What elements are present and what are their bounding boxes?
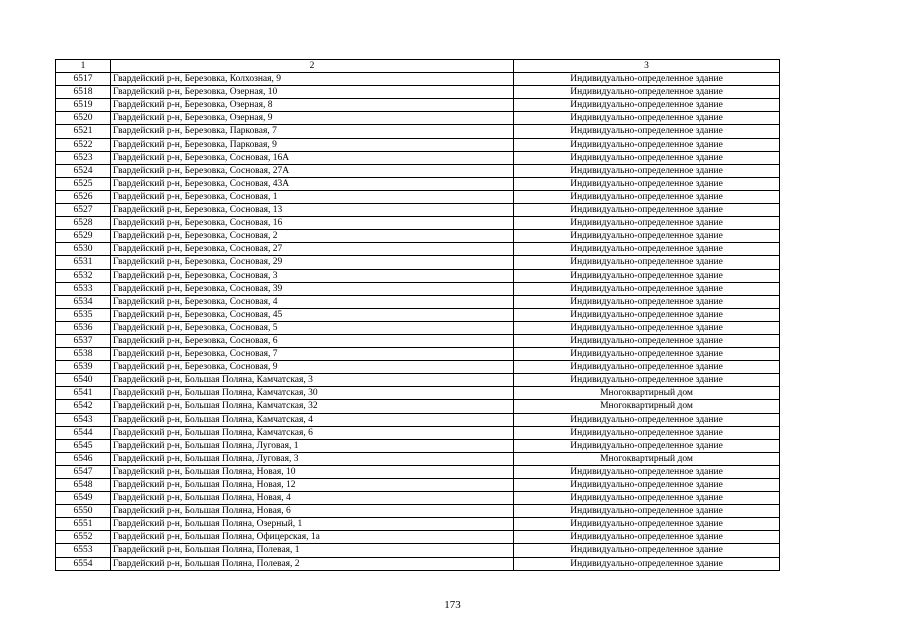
table-row xyxy=(56,400,780,413)
row-number-cell: 6530 xyxy=(56,243,111,256)
row-number-cell: 6519 xyxy=(56,99,111,112)
building-type-cell: Индивидуально-определенное здание xyxy=(514,321,780,334)
row-number-cell: 6550 xyxy=(56,505,111,518)
address-cell: Гвардейский р-н, Березовка, Сосновая, 45 xyxy=(111,308,514,321)
row-number-cell: 6539 xyxy=(56,361,111,374)
building-type-cell: Индивидуально-определенное здание xyxy=(514,492,780,505)
table-row xyxy=(56,492,780,505)
table-row xyxy=(56,151,780,164)
row-number-cell: 6528 xyxy=(56,217,111,230)
table-row xyxy=(56,387,780,400)
address-cell: Гвардейский р-н, Березовка, Сосновая, 2 xyxy=(111,230,514,243)
building-type-cell: Индивидуально-определенное здание xyxy=(514,308,780,321)
table-row xyxy=(56,413,780,426)
building-type-cell: Индивидуально-определенное здание xyxy=(514,99,780,112)
building-type-cell: Многоквартирный дом xyxy=(514,400,780,413)
row-number-cell: 6532 xyxy=(56,269,111,282)
address-cell: Гвардейский р-н, Березовка, Сосновая, 43А xyxy=(111,177,514,190)
row-number-cell: 6531 xyxy=(56,256,111,269)
row-number-cell: 6522 xyxy=(56,138,111,151)
address-cell: Гвардейский р-н, Березовка, Сосновая, 39 xyxy=(111,282,514,295)
row-number-cell: 6538 xyxy=(56,348,111,361)
table-row xyxy=(56,243,780,256)
address-cell: Гвардейский р-н, Большая Поляна, Офицерская, 1а xyxy=(111,531,514,544)
table-row xyxy=(56,531,780,544)
building-type-cell: Индивидуально-определенное здание xyxy=(514,557,780,570)
address-cell: Гвардейский р-н, Березовка, Сосновая, 6 xyxy=(111,334,514,347)
building-type-cell: Индивидуально-определенное здание xyxy=(514,374,780,387)
column-header: 3 xyxy=(514,60,780,73)
building-type-cell: Многоквартирный дом xyxy=(514,452,780,465)
building-type-cell: Индивидуально-определенное здание xyxy=(514,190,780,203)
building-type-cell: Индивидуально-определенное здание xyxy=(514,138,780,151)
table-row xyxy=(56,334,780,347)
table-row xyxy=(56,479,780,492)
address-cell: Гвардейский р-н, Березовка, Сосновая, 4 xyxy=(111,295,514,308)
registry-table-body xyxy=(56,60,780,571)
table-row xyxy=(56,374,780,387)
row-number-cell: 6543 xyxy=(56,413,111,426)
row-number-cell: 6552 xyxy=(56,531,111,544)
address-cell: Гвардейский р-н, Березовка, Сосновая, 3 xyxy=(111,269,514,282)
building-type-cell: Индивидуально-определенное здание xyxy=(514,426,780,439)
address-cell: Гвардейский р-н, Березовка, Озерная, 9 xyxy=(111,112,514,125)
table-row xyxy=(56,138,780,151)
table-row xyxy=(56,204,780,217)
address-cell: Гвардейский р-н, Большая Поляна, Озерный, 1 xyxy=(111,518,514,531)
table-row xyxy=(56,295,780,308)
address-cell: Гвардейский р-н, Березовка, Парковая, 9 xyxy=(111,138,514,151)
table-row xyxy=(56,452,780,465)
table-row xyxy=(56,518,780,531)
address-cell: Гвардейский р-н, Березовка, Озерная, 8 xyxy=(111,99,514,112)
address-cell: Гвардейский р-н, Большая Поляна, Новая, 4 xyxy=(111,492,514,505)
registry-table xyxy=(55,59,780,571)
building-type-cell: Индивидуально-определенное здание xyxy=(514,479,780,492)
building-type-cell: Индивидуально-определенное здание xyxy=(514,86,780,99)
row-number-cell: 6553 xyxy=(56,544,111,557)
building-type-cell: Индивидуально-определенное здание xyxy=(514,413,780,426)
address-cell: Гвардейский р-н, Большая Поляна, Луговая, 3 xyxy=(111,452,514,465)
building-type-cell: Индивидуально-определенное здание xyxy=(514,282,780,295)
building-type-cell: Индивидуально-определенное здание xyxy=(514,73,780,86)
table-header-row xyxy=(56,60,780,73)
building-type-cell: Индивидуально-определенное здание xyxy=(514,256,780,269)
row-number-cell: 6518 xyxy=(56,86,111,99)
address-cell: Гвардейский р-н, Большая Поляна, Камчатская, 6 xyxy=(111,426,514,439)
table-row xyxy=(56,544,780,557)
address-cell: Гвардейский р-н, Березовка, Сосновая, 16 xyxy=(111,217,514,230)
address-cell: Гвардейский р-н, Большая Поляна, Луговая, 1 xyxy=(111,439,514,452)
address-cell: Гвардейский р-н, Большая Поляна, Камчатская, 32 xyxy=(111,400,514,413)
column-header: 1 xyxy=(56,60,111,73)
building-type-cell: Индивидуально-определенное здание xyxy=(514,125,780,138)
table-row xyxy=(56,361,780,374)
row-number-cell: 6537 xyxy=(56,334,111,347)
address-cell: Гвардейский р-н, Березовка, Парковая, 7 xyxy=(111,125,514,138)
row-number-cell: 6541 xyxy=(56,387,111,400)
building-type-cell: Индивидуально-определенное здание xyxy=(514,465,780,478)
address-cell: Гвардейский р-н, Березовка, Сосновая, 27А xyxy=(111,164,514,177)
building-type-cell: Индивидуально-определенное здание xyxy=(514,217,780,230)
address-cell: Гвардейский р-н, Большая Поляна, Камчатская, 30 xyxy=(111,387,514,400)
row-number-cell: 6517 xyxy=(56,73,111,86)
row-number-cell: 6540 xyxy=(56,374,111,387)
address-cell: Гвардейский р-н, Большая Поляна, Новая, 6 xyxy=(111,505,514,518)
table-row xyxy=(56,426,780,439)
table-row xyxy=(56,99,780,112)
row-number-cell: 6548 xyxy=(56,479,111,492)
table-row xyxy=(56,282,780,295)
building-type-cell: Индивидуально-определенное здание xyxy=(514,269,780,282)
row-number-cell: 6526 xyxy=(56,190,111,203)
building-type-cell: Индивидуально-определенное здание xyxy=(514,112,780,125)
building-type-cell: Индивидуально-определенное здание xyxy=(514,295,780,308)
row-number-cell: 6542 xyxy=(56,400,111,413)
row-number-cell: 6533 xyxy=(56,282,111,295)
building-type-cell: Индивидуально-определенное здание xyxy=(514,204,780,217)
row-number-cell: 6546 xyxy=(56,452,111,465)
building-type-cell: Индивидуально-определенное здание xyxy=(514,348,780,361)
address-cell: Гвардейский р-н, Березовка, Сосновая, 29 xyxy=(111,256,514,269)
row-number-cell: 6534 xyxy=(56,295,111,308)
address-cell: Гвардейский р-н, Березовка, Сосновая, 5 xyxy=(111,321,514,334)
address-cell: Гвардейский р-н, Березовка, Сосновая, 1 xyxy=(111,190,514,203)
table-row xyxy=(56,112,780,125)
row-number-cell: 6551 xyxy=(56,518,111,531)
table-row xyxy=(56,125,780,138)
row-number-cell: 6554 xyxy=(56,557,111,570)
table-row xyxy=(56,439,780,452)
address-cell: Гвардейский р-н, Большая Поляна, Камчатская, 4 xyxy=(111,413,514,426)
table-row xyxy=(56,308,780,321)
table-row xyxy=(56,217,780,230)
building-type-cell: Индивидуально-определенное здание xyxy=(514,518,780,531)
table-row xyxy=(56,269,780,282)
building-type-cell: Индивидуально-определенное здание xyxy=(514,230,780,243)
table-row xyxy=(56,177,780,190)
address-cell: Гвардейский р-н, Березовка, Озерная, 10 xyxy=(111,86,514,99)
row-number-cell: 6527 xyxy=(56,204,111,217)
address-cell: Гвардейский р-н, Большая Поляна, Полевая, 1 xyxy=(111,544,514,557)
table-row xyxy=(56,465,780,478)
address-cell: Гвардейский р-н, Березовка, Колхозная, 9 xyxy=(111,73,514,86)
building-type-cell: Индивидуально-определенное здание xyxy=(514,151,780,164)
building-type-cell: Индивидуально-определенное здание xyxy=(514,164,780,177)
building-type-cell: Индивидуально-определенное здание xyxy=(514,243,780,256)
table-row xyxy=(56,190,780,203)
building-type-cell: Индивидуально-определенное здание xyxy=(514,544,780,557)
address-cell: Гвардейский р-н, Березовка, Сосновая, 16А xyxy=(111,151,514,164)
row-number-cell: 6544 xyxy=(56,426,111,439)
row-number-cell: 6521 xyxy=(56,125,111,138)
address-cell: Гвардейский р-н, Большая Поляна, Новая, 10 xyxy=(111,465,514,478)
building-type-cell: Индивидуально-определенное здание xyxy=(514,361,780,374)
table-row xyxy=(56,230,780,243)
address-cell: Гвардейский р-н, Большая Поляна, Полевая, 2 xyxy=(111,557,514,570)
row-number-cell: 6525 xyxy=(56,177,111,190)
row-number-cell: 6545 xyxy=(56,439,111,452)
table-row xyxy=(56,164,780,177)
table-row xyxy=(56,557,780,570)
table-row xyxy=(56,321,780,334)
column-header: 2 xyxy=(111,60,514,73)
table-row xyxy=(56,73,780,86)
address-cell: Гвардейский р-н, Большая Поляна, Новая, 12 xyxy=(111,479,514,492)
row-number-cell: 6523 xyxy=(56,151,111,164)
building-type-cell: Индивидуально-определенное здание xyxy=(514,177,780,190)
row-number-cell: 6520 xyxy=(56,112,111,125)
address-cell: Гвардейский р-н, Березовка, Сосновая, 9 xyxy=(111,361,514,374)
row-number-cell: 6547 xyxy=(56,465,111,478)
address-cell: Гвардейский р-н, Березовка, Сосновая, 13 xyxy=(111,204,514,217)
building-type-cell: Индивидуально-определенное здание xyxy=(514,439,780,452)
address-cell: Гвардейский р-н, Березовка, Сосновая, 7 xyxy=(111,348,514,361)
building-type-cell: Многоквартирный дом xyxy=(514,387,780,400)
building-type-cell: Индивидуально-определенное здание xyxy=(514,531,780,544)
building-type-cell: Индивидуально-определенное здание xyxy=(514,334,780,347)
table-row xyxy=(56,348,780,361)
row-number-cell: 6536 xyxy=(56,321,111,334)
table-row xyxy=(56,505,780,518)
page-number: 173 xyxy=(444,599,461,611)
address-cell: Гвардейский р-н, Березовка, Сосновая, 27 xyxy=(111,243,514,256)
row-number-cell: 6524 xyxy=(56,164,111,177)
building-type-cell: Индивидуально-определенное здание xyxy=(514,505,780,518)
address-cell: Гвардейский р-н, Большая Поляна, Камчатская, 3 xyxy=(111,374,514,387)
table-row xyxy=(56,86,780,99)
table-row xyxy=(56,256,780,269)
row-number-cell: 6535 xyxy=(56,308,111,321)
row-number-cell: 6549 xyxy=(56,492,111,505)
row-number-cell: 6529 xyxy=(56,230,111,243)
